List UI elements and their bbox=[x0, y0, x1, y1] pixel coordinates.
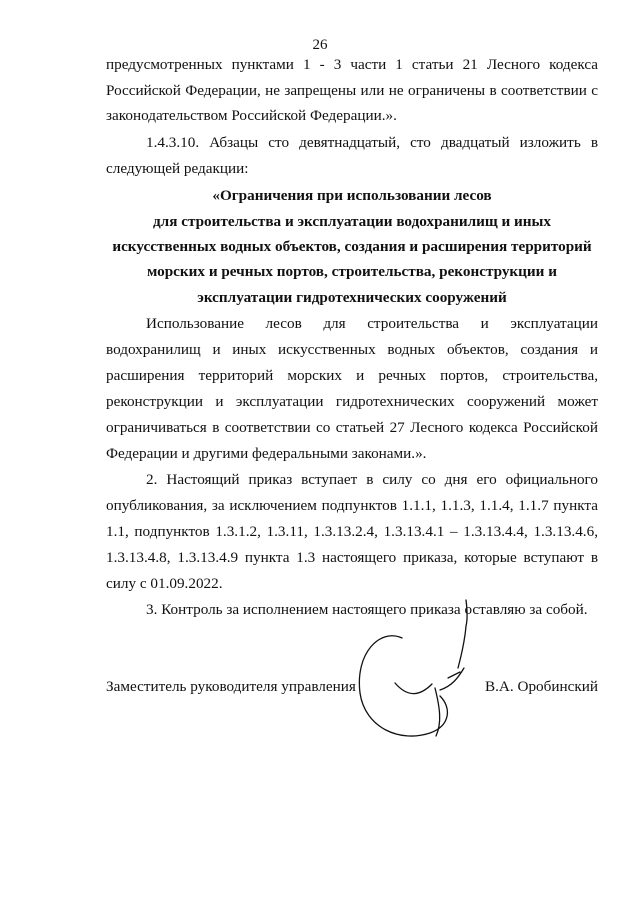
handwritten-signature bbox=[340, 598, 490, 748]
section-heading-line: «Ограничения при использовании лесов bbox=[212, 187, 492, 204]
body-line: 2. Настоящий приказ вступает в силу со дня его официального bbox=[146, 471, 598, 488]
body-line: опубликования, за исключением подпунктов 1.1.1, 1.1.3, 1.1.4, 1.1.7 пункта bbox=[106, 497, 598, 514]
signatory-position: Заместитель руководителя управления bbox=[106, 678, 356, 695]
section-heading-line: искусственных водных объектов, создания и расширения территорий bbox=[112, 238, 592, 255]
body-line: 1.4.3.10. Абзацы сто девятнадцатый, сто двадцатый изложить в bbox=[146, 134, 598, 151]
section-heading-line: морских и речных портов, строительства, реконструкции и bbox=[147, 263, 557, 280]
body-line: 1.1, подпунктов 1.3.1.2, 1.3.11, 1.3.13.2.4, 1.3.13.4.1 – 1.3.13.4.4, 1.3.13.4.6, bbox=[106, 523, 598, 540]
body-line: силу с 01.09.2022. bbox=[106, 575, 223, 592]
page-number: 26 bbox=[312, 37, 328, 53]
body-line: Федерации и другими федеральными законами.». bbox=[106, 445, 427, 462]
body-line: Российской Федерации, не запрещены или не ограничены в соответствии с bbox=[106, 82, 598, 99]
body-line: водохранилищ и иных искусственных водных объектов, создания и bbox=[106, 341, 598, 358]
section-heading-line: эксплуатации гидротехнических сооружений bbox=[197, 289, 507, 306]
body-line: 1.3.13.4.8, 1.3.13.4.9 пункта 1.3 настоящего приказа, которые вступают в bbox=[106, 549, 598, 566]
body-line: следующей редакции: bbox=[106, 160, 249, 177]
body-line: ограничиваться в соответствии со статьей 27 Лесного кодекса Российской bbox=[106, 419, 598, 436]
body-line: Использование лесов для строительства и эксплуатации bbox=[146, 315, 598, 332]
body-line: расширения территорий морских и речных портов, строительства, bbox=[106, 367, 598, 384]
body-line: законодательством Российской Федерации.». bbox=[106, 107, 397, 124]
body-line: предусмотренных пунктами 1 - 3 части 1 статьи 21 Лесного кодекса bbox=[106, 56, 598, 73]
signatory-name: В.А. Оробинский bbox=[484, 678, 598, 695]
section-heading-line: для строительства и эксплуатации водохранилищ и иных bbox=[153, 213, 551, 230]
body-line: 3. Контроль за исполнением настоящего приказа оставляю за собой. bbox=[146, 601, 588, 618]
body-line: реконструкции и эксплуатации гидротехнических сооружений может bbox=[106, 393, 598, 410]
